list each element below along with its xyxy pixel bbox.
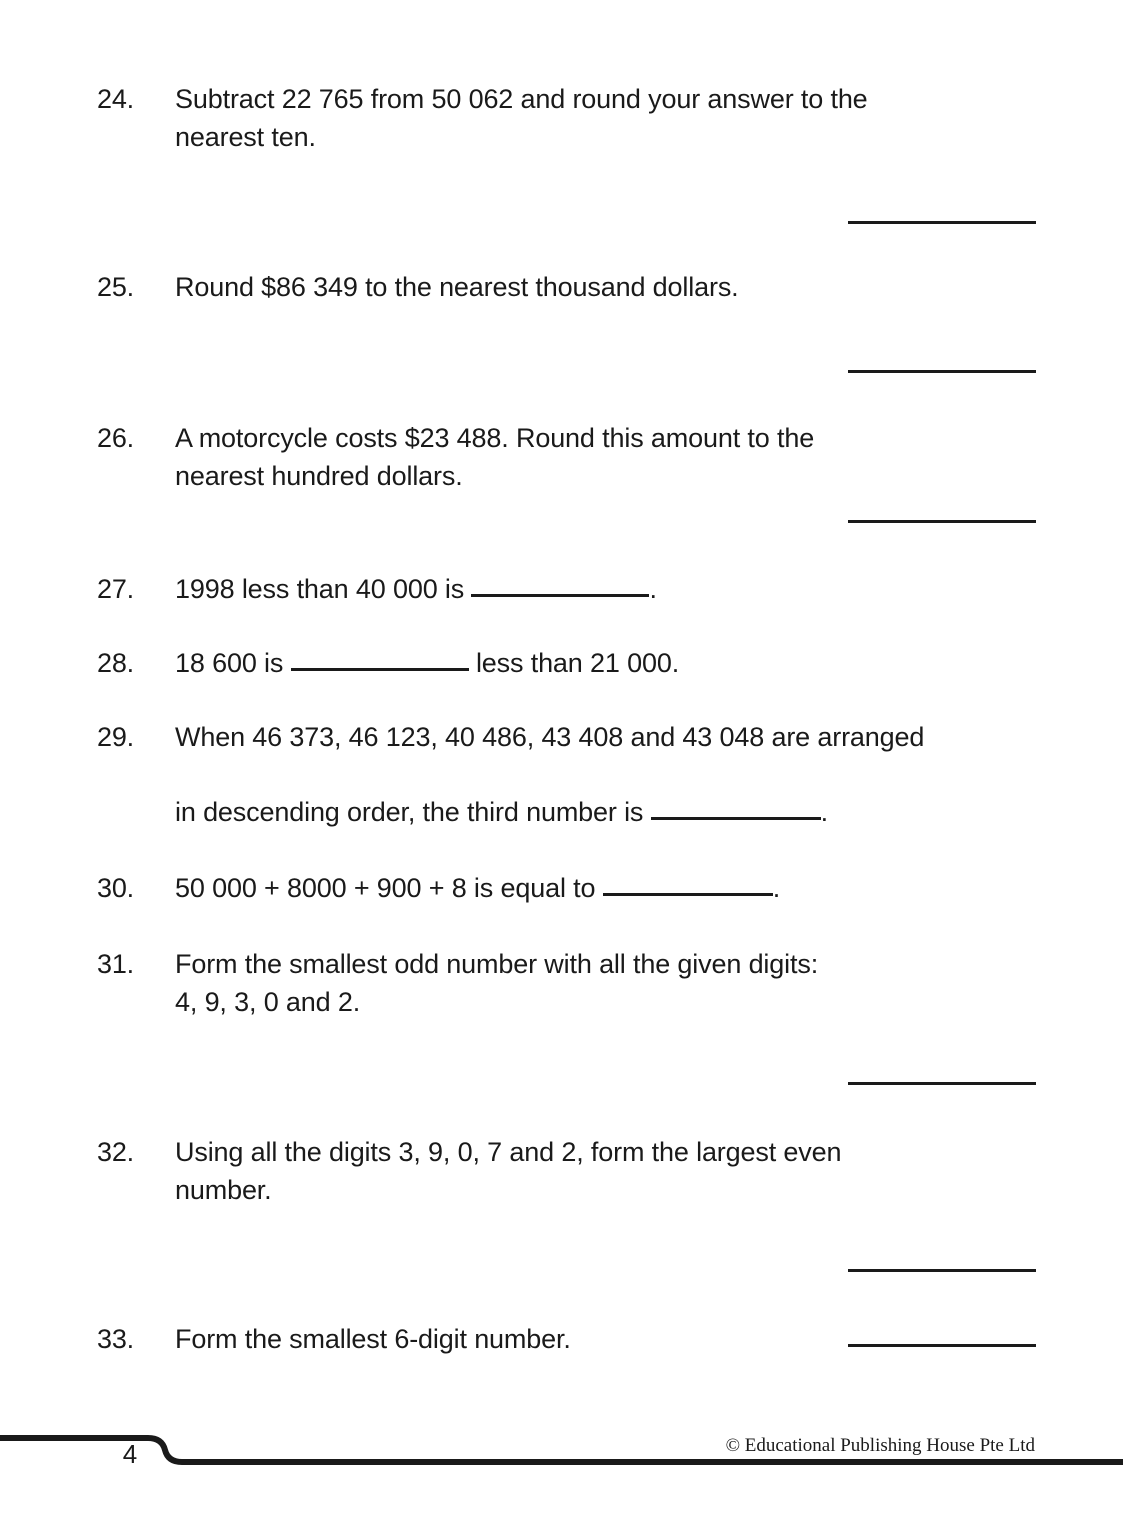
question-line — [175, 570, 1037, 608]
question-item-24 — [97, 80, 1037, 156]
answer-blank-27[interactable] — [471, 571, 649, 598]
question-item-30 — [97, 869, 1037, 907]
question-number: 27. — [97, 574, 134, 604]
question-line: nearest hundred dollars. — [175, 461, 463, 491]
question-line: A motorcycle costs $23 488. Round this amount to the — [175, 423, 815, 453]
answer-blank-30[interactable] — [603, 870, 773, 897]
question-line: Form the smallest odd number with all the given digits: — [175, 949, 819, 979]
question-item-26 — [97, 419, 1037, 495]
question-number: 30. — [97, 873, 134, 903]
question-text — [175, 1320, 1037, 1358]
question-item-28 — [97, 644, 1037, 682]
question-line: When 46 373, 46 123, 40 486, 43 408 and 43 048 are arranged — [175, 722, 925, 752]
question-line: Form the smallest 6-digit number. — [175, 1324, 571, 1354]
question-text — [175, 718, 1037, 831]
question-line: Subtract 22 765 from 50 062 and round your answer to the — [175, 84, 868, 114]
question-item-27 — [97, 570, 1037, 608]
question-line — [175, 793, 1037, 831]
question-text-before-blank: 1998 less than 40 000 is — [175, 574, 472, 604]
question-item-29 — [97, 718, 1037, 831]
answer-blank-29[interactable] — [651, 794, 821, 821]
question-text-after-blank: . — [820, 797, 828, 827]
question-number: 28. — [97, 648, 134, 678]
question-item-31 — [97, 945, 1037, 1021]
question-number: 24. — [97, 84, 134, 114]
question-line — [175, 644, 1037, 682]
answer-blank-25[interactable] — [848, 370, 1036, 373]
page-footer — [0, 1416, 1123, 1536]
question-number: 25. — [97, 272, 134, 302]
question-line: 4, 9, 3, 0 and 2. — [175, 987, 361, 1017]
question-item-25 — [97, 268, 1037, 306]
answer-blank-33[interactable] — [848, 1344, 1036, 1347]
question-line: Using all the digits 3, 9, 0, 7 and 2, form the largest even — [175, 1137, 842, 1167]
question-line: nearest ten. — [175, 122, 316, 152]
question-text — [175, 869, 1037, 907]
answer-blank-24[interactable] — [848, 221, 1036, 224]
question-text-before-blank: 50 000 + 8000 + 900 + 8 is equal to — [175, 873, 603, 903]
question-number: 33. — [97, 1324, 134, 1354]
question-text — [175, 419, 1037, 495]
question-text — [175, 268, 1037, 306]
question-text-before-blank: 18 600 is — [175, 648, 291, 678]
question-text-after-blank: . — [649, 574, 657, 604]
question-text-before-blank: in descending order, the third number is — [175, 797, 651, 827]
question-item-33 — [97, 1320, 1037, 1358]
question-text — [175, 945, 1037, 1021]
question-text — [175, 1133, 1037, 1209]
answer-blank-26[interactable] — [848, 520, 1036, 523]
question-text — [175, 644, 1037, 682]
question-text — [175, 80, 1037, 156]
question-line — [175, 869, 1037, 907]
question-text — [175, 570, 1037, 608]
question-text-after-blank: . — [772, 873, 781, 903]
question-item-32 — [97, 1133, 1037, 1209]
question-text-after-blank: less than 21 000. — [468, 648, 680, 678]
question-number: 26. — [97, 423, 134, 453]
answer-blank-31[interactable] — [848, 1082, 1036, 1085]
question-number: 32. — [97, 1137, 134, 1167]
question-number: 31. — [97, 949, 134, 979]
copyright-notice: © Educational Publishing House Pte Ltd — [725, 1435, 1035, 1456]
page-number: 4 — [122, 1439, 138, 1469]
question-line: Round $86 349 to the nearest thousand dollars. — [175, 272, 739, 302]
question-number: 29. — [97, 722, 134, 752]
answer-blank-28[interactable] — [291, 645, 469, 672]
answer-blank-32[interactable] — [848, 1269, 1036, 1272]
question-line: number. — [175, 1175, 272, 1205]
